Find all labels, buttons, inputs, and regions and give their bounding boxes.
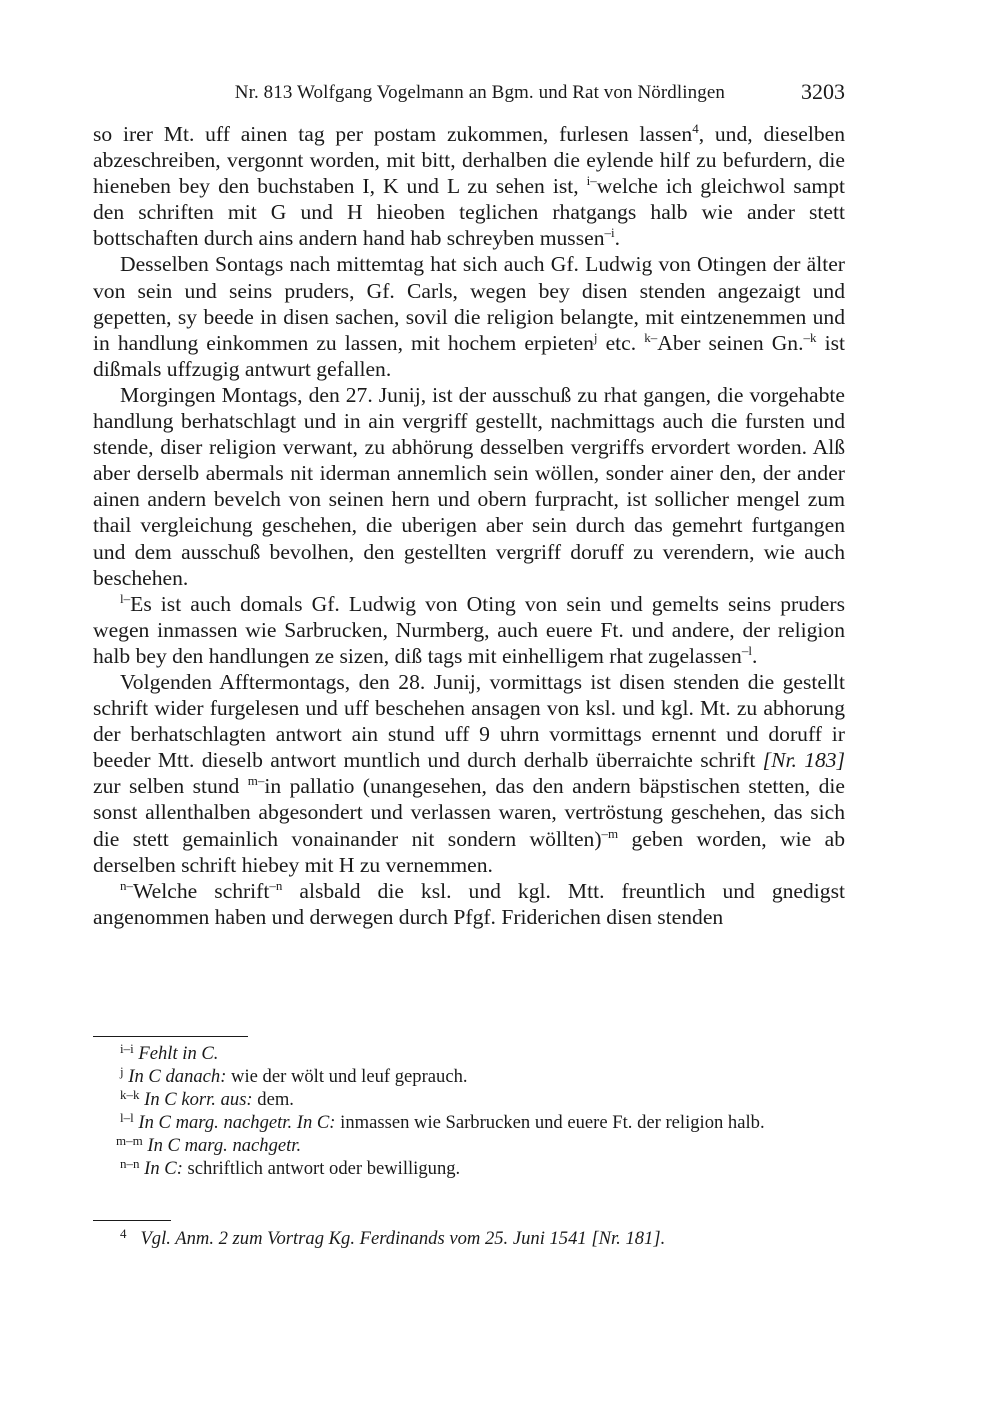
note-text: wie der wölt und leuf geprauch. bbox=[226, 1066, 468, 1087]
note-text: inmassen wie Sarbrucken und euere Ft. der religion halb. bbox=[335, 1112, 765, 1133]
text-run: so irer Mt. uff ainen tag per postam zukommen, furlesen lassen bbox=[93, 122, 693, 146]
textual-note bbox=[93, 1157, 845, 1180]
paragraph bbox=[93, 591, 845, 669]
text-run: Welche schrift bbox=[133, 878, 270, 903]
variant-mark: m– bbox=[247, 773, 265, 789]
variant-mark: j bbox=[593, 329, 598, 345]
textual-note bbox=[93, 1088, 845, 1111]
textual-notes bbox=[93, 1042, 845, 1180]
variant-mark: –l bbox=[741, 642, 752, 658]
note-mark: j bbox=[120, 1064, 124, 1079]
variant-mark: i– bbox=[586, 173, 597, 189]
paragraph bbox=[93, 121, 845, 251]
variant-mark: –n bbox=[269, 877, 283, 893]
paragraph bbox=[93, 878, 845, 930]
footnote-mark: 4 bbox=[120, 1226, 127, 1241]
note-mark: i–i bbox=[120, 1041, 134, 1056]
paragraph bbox=[93, 251, 845, 381]
note-italic: In C danach: bbox=[128, 1066, 227, 1087]
running-head bbox=[93, 80, 845, 110]
text-run: Aber seinen Gn. bbox=[657, 330, 804, 355]
variant-mark: –i bbox=[604, 225, 615, 241]
variant-mark: k– bbox=[644, 329, 658, 345]
text-run: ist dißmals uffzugig antwurt gefallen. bbox=[93, 330, 845, 381]
textual-notes-rule bbox=[93, 1036, 248, 1037]
text-run: Desselben Sontags nach mittemtag hat sich auch Gf. Ludwig von Otingen der älter von sein und seins pruders, Gf. Carls, wegen bey disen stenden angezaigt und gepetten, sy beede in disen sachen, sovil die religion belangte, mit eintzenemmen und in handlung einkommen zu lassen, mit hochem erpieten bbox=[93, 252, 845, 355]
note-mark: n–n bbox=[120, 1156, 140, 1171]
text-run: Es ist auch domals Gf. Ludwig von Oting von sein und gemelts seins pruders wegen inmassen wie Sarbrucken, Nurmberg, auch euere Ft. und andere, der religion halb bey den handlungen ze sizen, diß tags mit einhelligem rhat zugelassen bbox=[93, 591, 845, 668]
note-italic: In C marg. nachgetr. In C: bbox=[138, 1112, 336, 1133]
textual-note bbox=[93, 1065, 845, 1088]
note-mark: m–m bbox=[116, 1133, 143, 1148]
variant-mark: –k bbox=[803, 329, 817, 345]
running-title: Nr. 813 Wolfgang Vogelmann an Bgm. und Rat von Nördlingen bbox=[234, 82, 725, 103]
variant-mark: n– bbox=[120, 877, 133, 893]
footnote-ref: 4 bbox=[692, 121, 699, 136]
paragraph: Morgingen Montags, den 27. Junij, ist der ausschuß zu rhat gangen, die vorgehabte handlung berhatschlagt und in ain vergriff gestellt, nachmittags auch die fursten und stende, diser religion verwant, zu abhörung desselben vergriffs ervordert worden. Alß aber derselb abermals nit iderman annemlich sein wöllen, sonder ainer den, der ander ainen andern bevelch von seinen hern und obern furpracht, ist sollicher mengel zum thail vergleichung geschehen, die uberigen aber sein durch das gemehrt furtgangen und dem ausschuß bevolhen, den gestellten vergriff doruff zu verendern, wie auch beschehen. bbox=[93, 382, 845, 590]
note-mark: l–l bbox=[120, 1110, 134, 1125]
text-run: , und, dieselben abzeschreiben, vergonnt worden, mit bitt, derhalben die eylende hilf zu befurdern, die hieneben bey den buchstaben I, K und L zu sehen ist, bbox=[93, 122, 846, 199]
text-run: etc. bbox=[597, 330, 645, 355]
text-run: alsbald die ksl. und kgl. Mtt. freuntlich und gnedigst angenommen haben und derwegen durch Pfgf. Friderichen disen stenden bbox=[93, 878, 846, 929]
cross-reference: [Nr. 183] bbox=[762, 748, 845, 773]
textual-note bbox=[93, 1134, 845, 1157]
note-text: dem. bbox=[252, 1089, 294, 1110]
textual-note bbox=[93, 1042, 845, 1065]
note-italic: Fehlt in C. bbox=[138, 1043, 219, 1064]
page-number: 3203 bbox=[801, 79, 845, 104]
note-italic: In C: bbox=[144, 1158, 183, 1179]
footnotes-rule bbox=[93, 1220, 171, 1221]
footnote-text: Vgl. Anm. 2 zum Vortrag Kg. Ferdinands vom 25. Juni 1541 [Nr. 181]. bbox=[140, 1228, 666, 1249]
text-run: welche ich gleichwol sampt den schriften mit G und H hieoben teglichen rhatgangs halb wie ander stett bottschaften durch ains andern hand hab schreyben mussen bbox=[93, 174, 845, 251]
variant-mark: –m bbox=[601, 825, 619, 841]
note-italic: In C korr. aus: bbox=[144, 1089, 253, 1110]
note-mark: k–k bbox=[120, 1087, 140, 1102]
text-run: zur selben stund bbox=[93, 774, 248, 799]
main-text bbox=[93, 121, 845, 930]
text-run: . bbox=[751, 643, 758, 668]
text-run: Volgenden Afftermontags, den 28. Junij, vormittags ist disen stenden die gestellt schrift wider furgelesen und uff beschehen ansagen von ksl. und kgl. Mt. zu abhorung der berhatschlagten antwort ain stund uff 9 uhrn vormittags ernennt und doruff ir beeder Mtt. dieselb antwort muntlich und durch derhalb überraichte schrift bbox=[93, 669, 845, 773]
text-run: in pallatio (unangesehen, das den andern bäpstischen stetten, die sonst allenthalben abgesondert und verlassen waren, vertröstung geschehen, das sich die stett gemainlich vonainander nit sondern wöllten) bbox=[93, 774, 845, 851]
text-run: geben worden, wie ab derselben schrift hiebey mit H zu vernemmen. bbox=[93, 826, 845, 877]
note-italic: In C marg. nachgetr. bbox=[147, 1135, 302, 1156]
footnote bbox=[93, 1227, 845, 1250]
text-run: . bbox=[614, 226, 621, 251]
note-text: schriftlich antwort oder bewilligung. bbox=[182, 1158, 461, 1179]
variant-mark: l– bbox=[120, 590, 131, 606]
paragraph bbox=[93, 669, 845, 878]
textual-note bbox=[93, 1111, 845, 1134]
footnotes bbox=[93, 1227, 845, 1250]
